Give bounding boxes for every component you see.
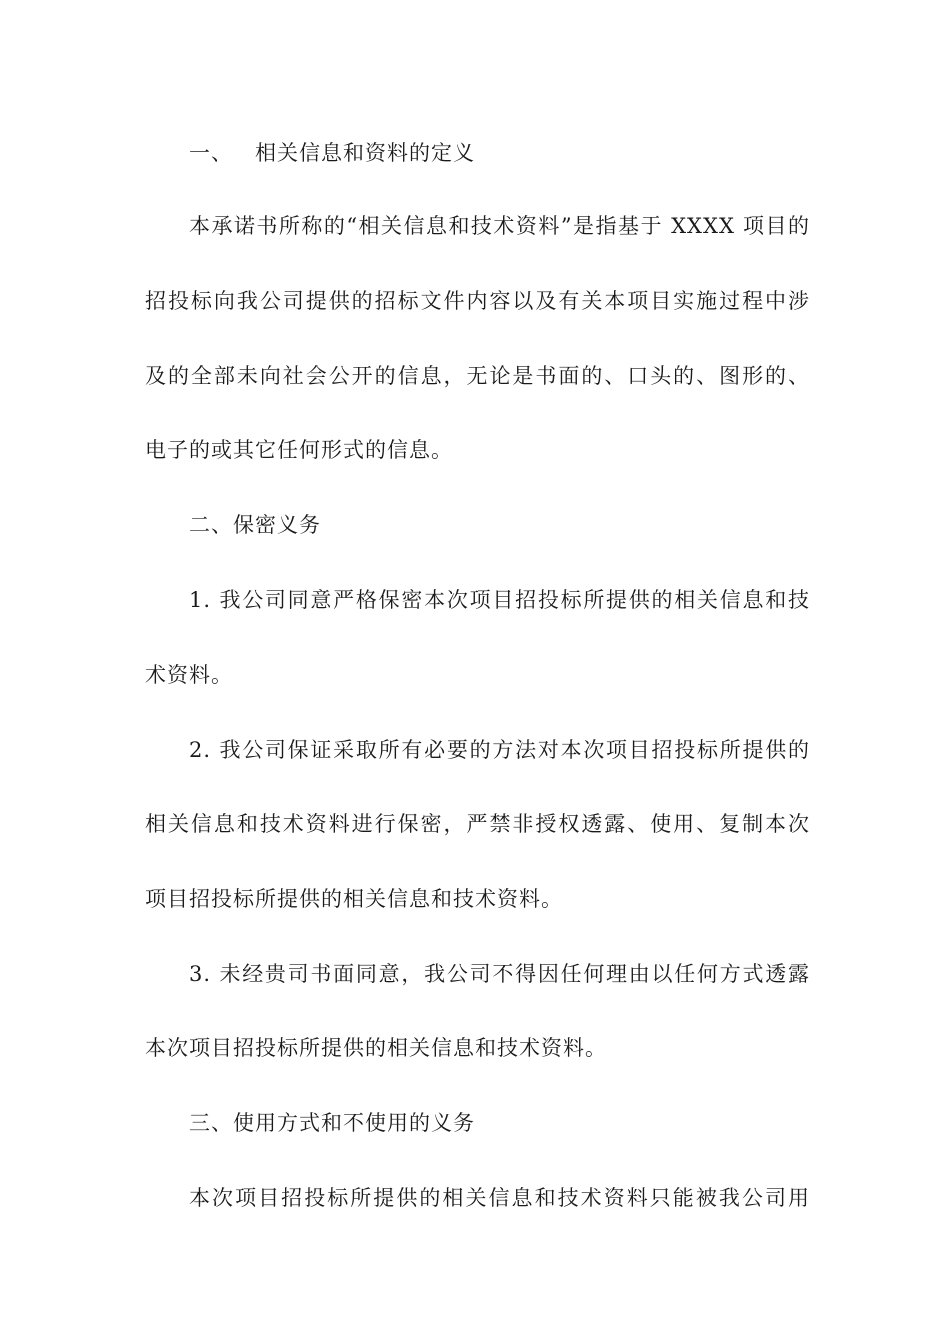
list-item-line: 术资料。 [145,663,233,687]
list-item-line: 相关信息和技术资料进行保密，严禁非授权透露、使用、复制本次 [145,812,810,836]
list-item-line: 项目招投标所提供的相关信息和技术资料。 [145,887,563,911]
paragraph-line: 本承诺书所称的“相关信息和技术资料”是指基于 XXXX 项目的 [189,214,810,238]
paragraph-line: 及的全部未向社会公开的信息，无论是书面的、口头的、图形的、 [145,364,810,388]
list-item-line: 2. 我公司保证采取所有必要的方法对本次项目招投标所提供的 [189,738,810,762]
list-item-line: 1. 我公司同意严格保密本次项目招投标所提供的相关信息和技 [189,588,810,612]
paragraph-line: 本次项目招投标所提供的相关信息和技术资料只能被我公司用 [189,1186,810,1210]
list-item-line: 3. 未经贵司书面同意，我公司不得因任何理由以任何方式透露 [189,962,810,986]
section-heading-3: 三、使用方式和不使用的义务 [189,1111,475,1135]
section-heading-2: 二、保密义务 [189,513,321,537]
paragraph-line: 招投标向我公司提供的招标文件内容以及有关本项目实施过程中涉 [145,289,810,313]
section-heading-1-text: 相关信息和资料的定义 [255,141,475,165]
section-heading-1 [189,139,810,167]
paragraph-line: 电子的或其它任何形式的信息。 [145,438,453,462]
list-item-line: 本次项目招投标所提供的相关信息和技术资料。 [145,1036,607,1060]
section-heading-1-number: 一、 [189,141,233,165]
